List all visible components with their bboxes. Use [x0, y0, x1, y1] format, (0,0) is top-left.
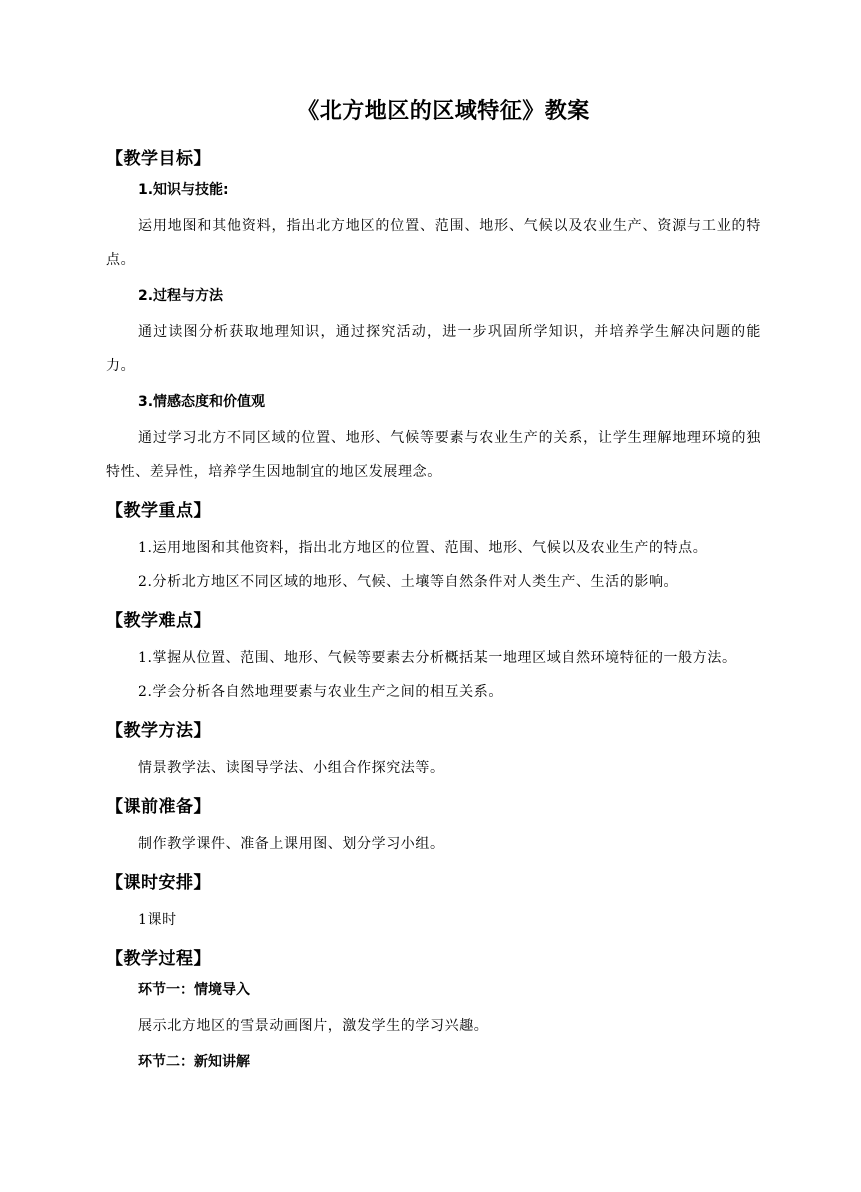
subheading-step2: 环节二：新知讲解 — [138, 1054, 250, 1070]
page-title: 《北方地区的区域特征》教案 — [297, 99, 590, 124]
list-item: 2.学会分析各自然地理要素与农业生产之间的相互关系。 — [138, 684, 503, 700]
paragraph-process-methods: 通过读图分析获取地理知识，通过探究活动，进一步巩固所学知识，并培养学生解决问题的能力。 — [106, 324, 761, 374]
paragraph-step1: 展示北方地区的雪景动画图片，激发学生的学习兴趣。 — [138, 1018, 489, 1034]
section-heading-methods: 【教学方法】 — [106, 721, 211, 741]
section-heading-preparation: 【课前准备】 — [106, 797, 211, 817]
subheading-attitudes-values: 3.情感态度和价值观 — [138, 394, 266, 410]
list-item: 1.掌握从位置、范围、地形、气候等要素去分析概括某一地理区域自然环境特征的一般方法。 — [138, 650, 737, 666]
section-heading-key-points: 【教学重点】 — [106, 501, 211, 521]
paragraph-attitudes-values: 通过学习北方不同区域的位置、地形、气候等要素与农业生产的关系，让学生理解地理环境的独特性、差异性，培养学生因地制宜的地区发展理念。 — [106, 430, 761, 480]
subheading-process-methods: 2.过程与方法 — [138, 288, 224, 304]
section-heading-schedule: 【课时安排】 — [106, 873, 211, 893]
paragraph-methods: 情景教学法、读图导学法、小组合作探究法等。 — [138, 760, 445, 776]
paragraph-schedule: 1课时 — [138, 912, 177, 928]
subheading-step1: 环节一：情境导入 — [138, 982, 250, 998]
section-heading-difficulties: 【教学难点】 — [106, 611, 211, 631]
paragraph-preparation: 制作教学课件、准备上课用图、划分学习小组。 — [138, 836, 445, 852]
paragraph-knowledge-skills: 运用地图和其他资料，指出北方地区的位置、范围、地形、气候以及农业生产、资源与工业的特点。 — [106, 218, 761, 268]
section-heading-objectives: 【教学目标】 — [106, 149, 211, 169]
subheading-knowledge-skills: 1.知识与技能: — [138, 182, 229, 198]
list-item: 1.运用地图和其他资料，指出北方地区的位置、范围、地形、气候以及农业生产的特点。 — [138, 540, 708, 556]
section-heading-process: 【教学过程】 — [106, 949, 211, 969]
list-item: 2.分析北方地区不同区域的地形、气候、土壤等自然条件对人类生产、生活的影响。 — [138, 574, 679, 590]
